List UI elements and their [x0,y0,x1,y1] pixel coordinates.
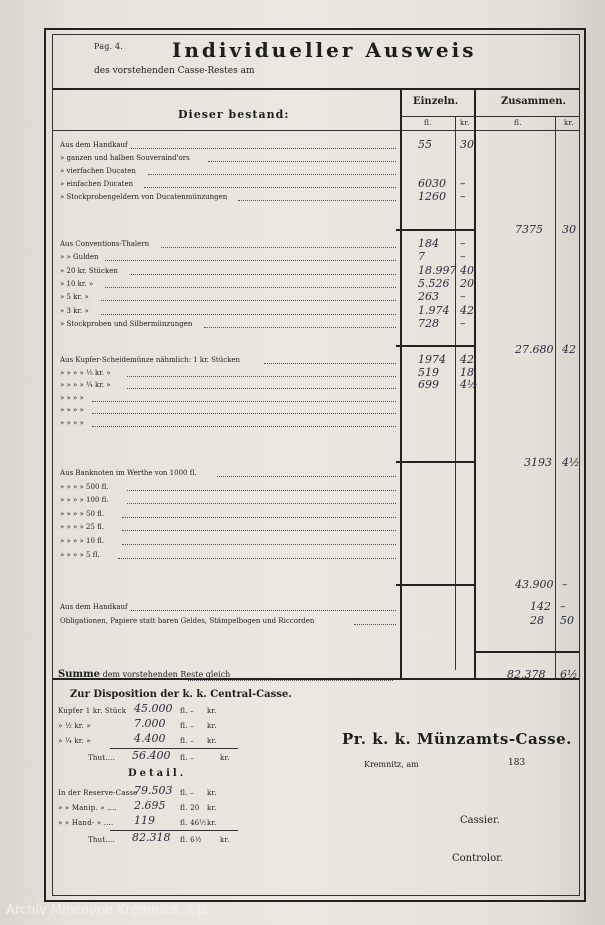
block-thut-label: Thut.... [88,754,115,762]
table-cell-kr: 20 [460,276,474,290]
table-row-dots [131,610,396,611]
table-cell-kr: – [460,177,466,191]
block-row-fl: fl. – [180,707,194,715]
block-row-value: 2.695 [134,799,166,812]
table-cell-fl: 699 [418,378,439,392]
table-row-dots [92,401,396,402]
section-total-fl: 3193 [524,456,552,469]
table-row-dots [122,517,396,518]
table-row-label: Aus dem Handkauf [60,141,128,149]
table-cell-kr: 42 [460,303,474,317]
block-thut-label: Thut.... [88,836,115,844]
table-row-dots [118,558,396,559]
archive-credit: Archív Mincovne Kremnica, š.p. [6,903,210,918]
table-cell-fl: 1.974 [418,303,450,317]
table-row-label: » einfachen Ducaten [60,180,134,189]
table-cell-fl: 519 [418,365,439,379]
section-total-fl: 7375 [515,223,543,236]
table-row-dots [161,247,396,248]
block-thut-value: 56.400 [132,749,171,762]
table-row-dots [101,300,396,301]
table-row-label: » » » » [60,406,84,415]
table-row-label: » 5 kr. » [60,293,89,302]
block-row-value: 79.503 [134,784,173,797]
table-row-label: » vierfachen Ducaten [60,167,136,176]
table-row-dots [101,314,396,315]
table-row-dots [127,388,397,389]
table-row-dots [122,544,396,545]
table-row-dots [127,490,397,491]
table-row-dots [217,476,396,477]
table-cell-fl: 142 [530,600,551,613]
table-cell-fl: 28 [530,613,544,627]
block-row-kr: kr. [207,707,217,715]
section-total-kr: 42 [562,343,576,356]
table-row-label: Obligationen, Papiere statt baren Geldes, Stämpelbogen und Riccorden [60,616,315,625]
block-row-value: 7.000 [134,717,166,730]
table-cell-kr: – [460,237,466,250]
table-cell-kr: – [560,600,566,613]
block-row-kr: kr. [207,737,217,745]
block-row-fl: fl. 20 [180,804,200,812]
page-title: Individueller Ausweis [172,38,477,62]
einzeln-kr-header: kr. [460,119,470,127]
block-row-label: » » Hand- » .... [58,819,114,827]
block-row-kr: kr. [207,819,217,827]
section-rule [396,229,476,231]
summe-label-bold: Summe [58,669,101,680]
table-row-dots [105,287,396,288]
summe-kr: 6½ [560,668,578,681]
section-rule [396,461,476,463]
table-row-dots [238,200,396,201]
table-cell-fl: 5.526 [418,276,450,290]
table-row-label: » » » » 10 fl. [60,537,105,545]
block-row-kr: kr. [207,722,217,730]
summe-bottom-rule [53,678,579,680]
table-cell-fl: 7 [418,250,425,264]
block-row-fl: fl. – [180,722,194,730]
block-total-rule [110,830,238,831]
block-row-kr: kr. [207,789,217,797]
block-thut-fl: fl. – [180,754,194,762]
section-rule [396,584,476,586]
table-cell-kr: 42 [460,353,474,366]
table-row-label: Aus Banknoten im Werthe von 1000 fl. [60,469,197,477]
col-divider-zusammen-kr [555,116,556,678]
section-total-fl: 43.900 [515,578,554,591]
zusammen-fl-header: fl. [514,119,522,127]
header-rule-bottom [53,130,579,131]
einzeln-header: Einzeln. [413,96,459,107]
table-row-label: » » » » 5 fl. [60,550,100,559]
section-total-kr: – [562,578,568,591]
table-cell-kr: – [460,190,466,204]
table-row-label: » » » » 25 fl. [60,523,105,532]
table-row-label: Aus Kupfer-Scheidemünze nähmlich: 1 kr. Stücken [60,356,241,364]
office-place: Kremnitz, am [364,760,419,769]
table-cell-fl: 1974 [418,353,446,366]
table-cell-fl: 6030 [418,177,446,191]
block-thut-fl: fl. 6½ [180,836,202,844]
section-total-fl: 27.680 [515,343,554,356]
table-cell-kr: 50 [560,613,574,627]
block-row-label: » » Manip. » .... [58,804,117,812]
block-row-label: » ¼ kr. » [58,737,91,745]
zusammen-kr-header: kr. [564,119,574,127]
summe-fl: 82.378 [507,668,546,681]
table-row-label: » » » » [60,419,84,427]
table-row-label: Aus dem Handkauf [60,603,128,611]
block-total-rule [110,748,238,749]
table-cell-kr: 30 [460,138,474,151]
summe-rule [476,651,579,653]
table-row-dots [148,174,396,175]
table-row-label: Aus Conventions-Thalern [60,240,150,248]
block-row-fl: fl. – [180,737,194,745]
table-cell-fl: 55 [418,138,432,151]
zusammen-header: Zusammen. [501,96,566,107]
disposition-title: Zur Disposition der k. k. Central-Casse. [70,689,292,700]
block-thut-value: 82.318 [132,831,171,844]
table-cell-kr: – [460,250,466,264]
table-cell-kr: 18 [460,365,474,379]
table-cell-kr: – [460,316,466,330]
table-row-dots [264,363,396,364]
controlor-label: Controlor. [452,853,504,864]
page-subtitle: des vorstehenden Casse-Restes am [94,66,255,76]
summe-dots [188,680,393,681]
table-cell-fl: 184 [418,237,439,250]
table-row-dots [127,503,397,504]
table-cell-fl: 18.997 [418,263,457,277]
table-row-label: » » » » 500 fl. [60,482,109,491]
block-row-value: 119 [134,814,155,827]
col-divider-einzeln-kr [455,116,456,670]
table-row-dots [122,530,396,531]
table-row-label: » » » » 50 fl. [60,509,105,518]
table-row-dots [131,148,396,149]
table-row-label: » » » » [60,393,84,402]
table-row-label: » Stockprobengeldern von Ducatenmünzungen [60,193,228,202]
table-cell-fl: 1260 [418,190,446,204]
section-total-kr: 4½ [562,456,580,469]
summe-label-rest: dem vorstehenden Reste gleich [102,670,231,679]
office-name: Pr. k. k. Münzamts-Casse. [342,730,572,748]
block-thut-kr: kr. [220,836,230,844]
block-row-value: 4.400 [134,732,166,745]
block-row-label: » ½ kr. » [58,722,91,730]
table-row-label: » ganzen und halben Souveraind'ors [60,154,190,163]
description-header: Dieser bestand: [178,108,290,121]
block-row-fl: fl. – [180,789,194,797]
block-row-value: 45.000 [134,702,173,715]
col-divider-einzeln [400,88,402,678]
block-row-label: Kupfer 1 kr. Stück [58,707,127,715]
block-row-label: In der Reserve-Casse [58,789,138,797]
table-row-dots [92,426,396,427]
table-row-label: » » » » ¼ kr. » [60,381,111,390]
einzeln-fl-header: fl. [424,119,432,127]
block-row-fl: fl. 46½ [180,819,207,827]
inner-frame [52,34,580,896]
cassier-label: Cassier. [460,815,500,826]
detail-title: Detail. [128,768,187,779]
table-row-dots [92,413,396,414]
table-row-label: » 3 kr. » [60,306,89,315]
table-cell-fl: 728 [418,316,439,330]
table-row-dots [354,624,396,625]
table-row-dots [131,274,396,275]
block-thut-kr: kr. [220,754,230,762]
table-row-dots [144,187,396,188]
table-row-label: » » » » 100 fl. [60,496,109,505]
table-cell-kr: 40 [460,263,474,277]
header-rule-mid [400,116,579,117]
page-label: Pag. 4. [94,42,124,51]
table-cell-kr: 4½ [460,378,478,392]
section-total-kr: 30 [562,223,576,236]
office-year: 183 [508,758,526,768]
table-row-label: » 10 kr. » [60,279,94,288]
table-row-label: » » » » ½ kr. » [60,368,111,377]
table-row-dots [105,260,396,261]
table-row-dots [204,327,396,328]
table-row-label: » Stockproben und Silbermünzungen [60,319,193,328]
table-cell-kr: – [460,290,466,304]
table-row-dots [208,161,396,162]
block-row-kr: kr. [207,804,217,812]
header-rule-top [53,88,579,90]
table-row-label: » » Gulden [60,253,99,262]
table-cell-fl: 263 [418,290,439,304]
table-row-dots [127,376,397,377]
section-rule [396,345,476,347]
table-row-label: » 20 kr. Stücken [60,266,118,275]
